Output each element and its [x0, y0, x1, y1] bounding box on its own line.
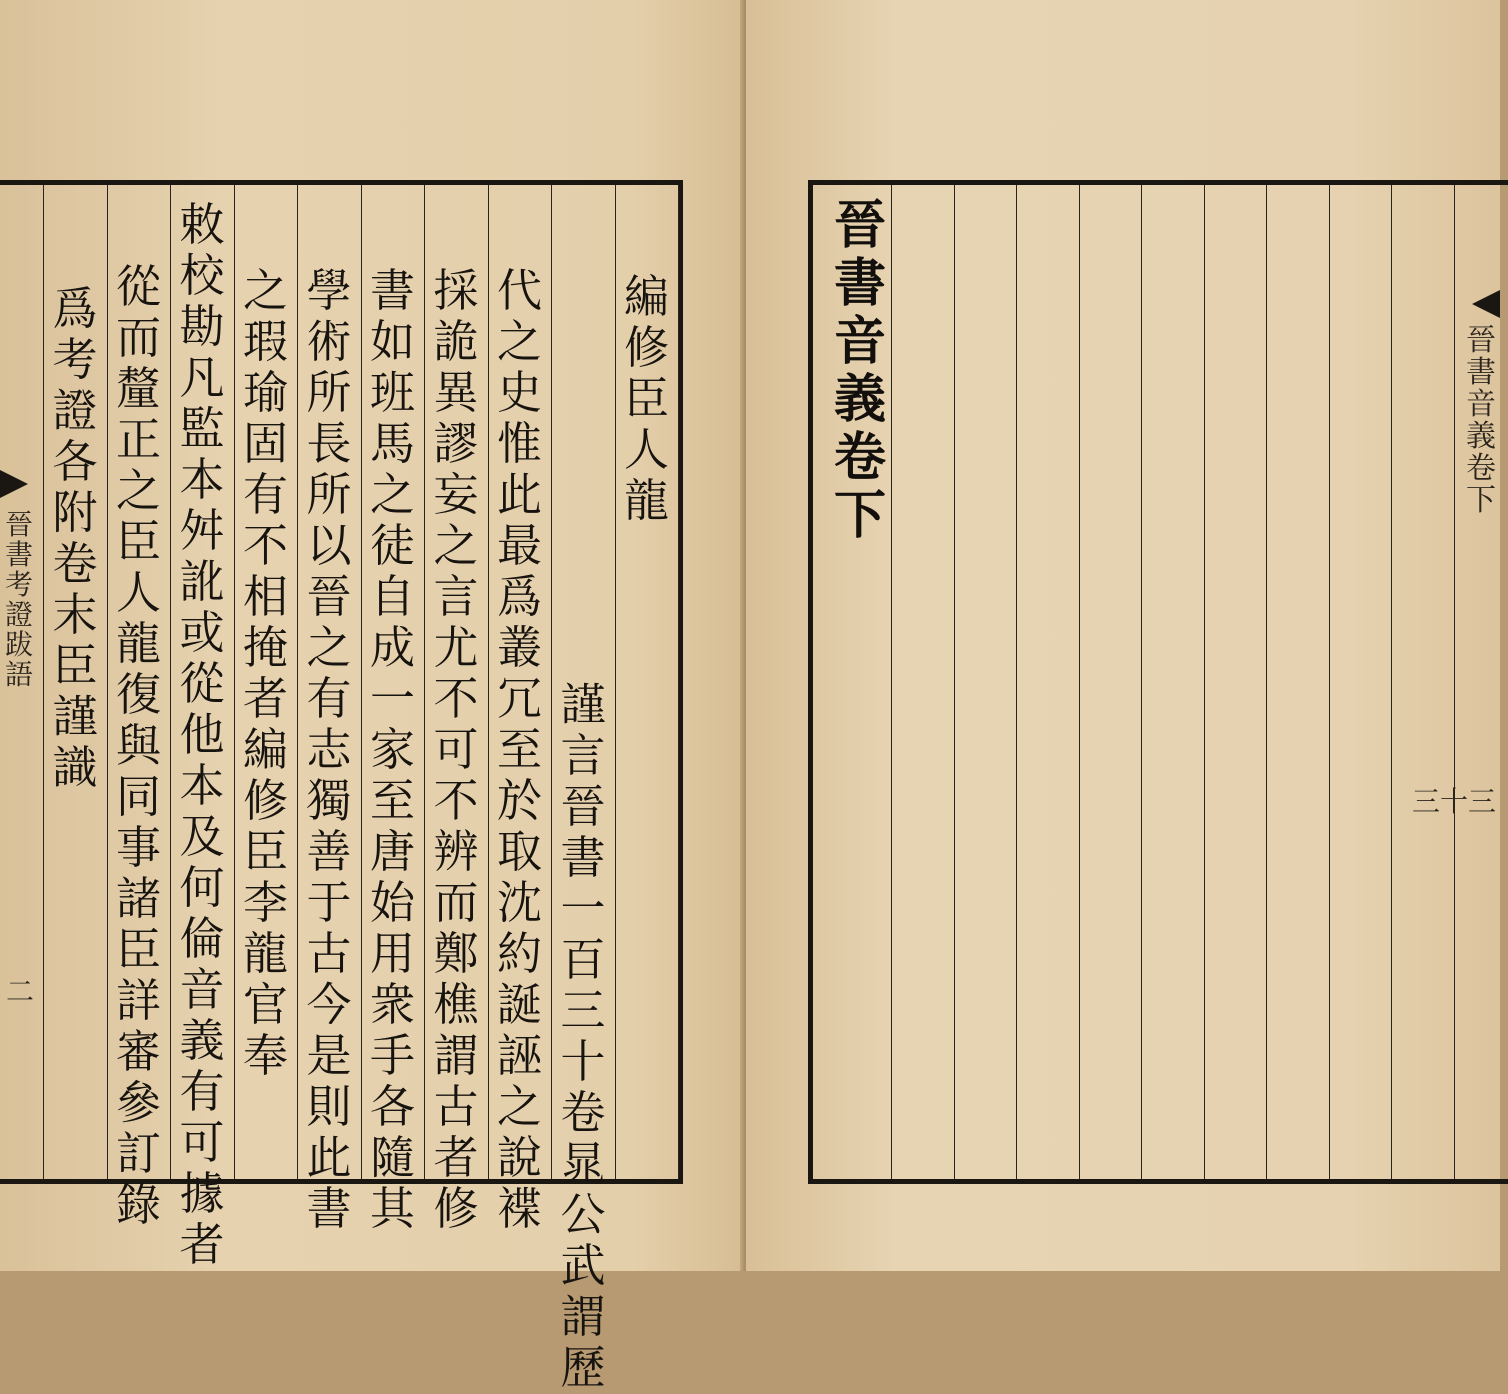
text-glyph: 敕	[179, 198, 225, 251]
text-glyph: 與	[115, 719, 161, 772]
text-glyph: 之	[433, 519, 479, 572]
text-glyph: 晁	[560, 1137, 606, 1190]
margin-glyph: 語	[4, 658, 33, 691]
column-rule	[1079, 185, 1080, 1179]
text-glyph: 人	[623, 423, 669, 476]
text-glyph: 同	[115, 770, 161, 823]
text-glyph: 褋	[496, 1182, 542, 1235]
text-glyph: 最	[496, 519, 542, 572]
column-rule	[615, 185, 616, 1179]
margin-glyph: 晉	[833, 195, 886, 256]
margin-glyph: 跋	[4, 628, 33, 661]
text-glyph: 至	[369, 774, 415, 827]
text-glyph: 編	[623, 270, 669, 323]
text-glyph: 人	[115, 566, 161, 619]
text-glyph: 卷	[560, 1086, 606, 1139]
text-glyph: 鄭	[433, 927, 479, 980]
text-glyph: 掩	[242, 621, 288, 674]
text-glyph: 之	[306, 621, 352, 674]
text-glyph: 至	[496, 723, 542, 776]
margin-glyph: 卷	[833, 427, 886, 488]
left-text-frame	[0, 180, 683, 1394]
column-rule	[361, 185, 362, 1179]
text-glyph: 何	[179, 861, 225, 914]
text-glyph: 音	[179, 963, 225, 1016]
text-glyph: 今	[306, 978, 352, 1031]
margin-glyph: 證	[4, 598, 33, 631]
text-glyph: 附	[52, 486, 98, 539]
text-glyph: 辨	[433, 825, 479, 878]
text-glyph: 于	[306, 876, 352, 929]
text-glyph: 爲	[496, 570, 542, 623]
text-glyph: 約	[496, 927, 542, 980]
column-rule	[107, 185, 108, 1179]
text-glyph: 從	[179, 657, 225, 710]
text-glyph: 所	[306, 468, 352, 521]
text-glyph: 始	[369, 876, 415, 929]
text-glyph: 相	[242, 570, 288, 623]
text-glyph: 本	[179, 453, 225, 506]
text-glyph: 則	[306, 1080, 352, 1133]
text-glyph: 誕	[496, 978, 542, 1031]
text-glyph: 修	[433, 1182, 479, 1235]
text-glyph: 本	[179, 759, 225, 812]
text-glyph: 或	[179, 606, 225, 659]
text-glyph: 叢	[496, 621, 542, 674]
margin-glyph: 晉	[4, 508, 33, 541]
text-glyph: 之	[369, 468, 415, 521]
text-glyph: 十	[560, 1035, 606, 1088]
text-glyph: 各	[52, 435, 98, 488]
text-glyph: 訂	[115, 1127, 161, 1180]
text-column	[301, 265, 357, 1234]
column-rule	[234, 185, 235, 1179]
left-leaf	[0, 0, 744, 1394]
text-glyph: 龍	[115, 617, 161, 670]
text-glyph: 歷	[560, 1341, 606, 1394]
text-glyph: 可	[433, 723, 479, 776]
text-glyph: 李	[242, 876, 288, 929]
text-glyph: 言	[433, 570, 479, 623]
margin-glyph: 書	[4, 538, 33, 571]
text-glyph: 獨	[306, 774, 352, 827]
text-glyph: 徒	[369, 519, 415, 572]
text-glyph: 衆	[369, 978, 415, 1031]
right-leaf	[746, 0, 1500, 1271]
text-glyph: 之	[496, 315, 542, 368]
text-column	[174, 199, 230, 1270]
margin-glyph: 下	[833, 485, 886, 546]
margin-glyph: 音	[1466, 387, 1496, 422]
text-glyph: 唐	[369, 825, 415, 878]
text-glyph: 者	[179, 1218, 225, 1271]
text-glyph: 之	[496, 1080, 542, 1133]
text-glyph: 審	[115, 1025, 161, 1078]
text-glyph: 成	[369, 621, 415, 674]
text-glyph: 晉	[560, 780, 606, 833]
margin-glyph: 下	[1466, 483, 1496, 518]
text-glyph: 臣	[52, 639, 98, 692]
column-rule	[954, 185, 955, 1179]
margin-glyph: 書	[1466, 355, 1496, 390]
text-glyph: 考	[52, 333, 98, 386]
text-column	[238, 265, 294, 1081]
margin-glyph: 晉	[1466, 323, 1496, 358]
text-glyph: 術	[306, 315, 352, 368]
text-glyph: 不	[433, 774, 479, 827]
margin-glyph: 義	[833, 369, 886, 430]
text-glyph: 如	[369, 315, 415, 368]
text-glyph: 所	[306, 366, 352, 419]
text-glyph: 馬	[369, 417, 415, 470]
text-column	[111, 261, 167, 1230]
text-glyph: 晉	[306, 570, 352, 623]
margin-glyph: 音	[833, 311, 886, 372]
column-rule	[297, 185, 298, 1179]
text-glyph: 臣	[115, 515, 161, 568]
text-glyph: 取	[496, 825, 542, 878]
text-glyph: 復	[115, 668, 161, 721]
text-glyph: 證	[52, 384, 98, 437]
text-glyph: 言	[560, 729, 606, 782]
right-text-frame	[808, 180, 1508, 1184]
text-glyph: 古	[433, 1080, 479, 1133]
text-glyph: 監	[179, 402, 225, 455]
text-glyph: 臣	[242, 825, 288, 878]
left-page-number: 二	[6, 975, 35, 1008]
text-glyph: 班	[369, 366, 415, 419]
text-glyph: 有	[179, 1065, 225, 1118]
text-glyph: 史	[496, 366, 542, 419]
text-glyph: 從	[115, 260, 161, 313]
text-glyph: 以	[306, 519, 352, 572]
text-glyph: 臣	[115, 923, 161, 976]
text-glyph: 誣	[496, 1029, 542, 1082]
text-glyph: 古	[306, 927, 352, 980]
text-glyph: 謬	[433, 417, 479, 470]
text-glyph: 一	[369, 672, 415, 725]
text-glyph: 此	[306, 1131, 352, 1184]
text-glyph: 修	[623, 321, 669, 374]
text-glyph: 長	[306, 417, 352, 470]
column-rule	[1016, 185, 1017, 1179]
text-glyph: 謹	[560, 678, 606, 731]
text-glyph: 及	[179, 810, 225, 863]
text-glyph: 其	[369, 1182, 415, 1235]
text-glyph: 瑕	[242, 315, 288, 368]
margin-glyph: 書	[833, 253, 886, 314]
text-glyph: 公	[560, 1188, 606, 1241]
column-rule	[1141, 185, 1142, 1179]
text-glyph: 參	[115, 1076, 161, 1129]
text-glyph: 武	[560, 1239, 606, 1292]
column-rule	[1266, 185, 1267, 1179]
text-glyph: 手	[369, 1029, 415, 1082]
text-glyph: 百	[560, 933, 606, 986]
text-glyph: 官	[242, 978, 288, 1031]
text-glyph: 識	[52, 741, 98, 794]
text-glyph: 有	[242, 468, 288, 521]
text-glyph: 龍	[623, 474, 669, 527]
margin-glyph: 卷	[1466, 451, 1496, 486]
text-glyph: 正	[115, 413, 161, 466]
text-glyph: 卷	[52, 537, 98, 590]
text-glyph: 固	[242, 417, 288, 470]
text-glyph: 不	[242, 519, 288, 572]
text-glyph: 而	[433, 876, 479, 929]
text-glyph: 各	[369, 1080, 415, 1133]
text-glyph: 志	[306, 723, 352, 776]
right-margin-title	[1464, 325, 1498, 517]
text-glyph: 臣	[623, 372, 669, 425]
text-glyph: 瑜	[242, 366, 288, 419]
text-glyph: 可	[179, 1116, 225, 1169]
text-glyph: 校	[179, 249, 225, 302]
column-rule	[891, 185, 892, 1179]
text-glyph: 錄	[115, 1178, 161, 1231]
column-rule	[424, 185, 425, 1179]
column-rule	[488, 185, 489, 1179]
text-column	[47, 283, 103, 793]
text-glyph: 隨	[369, 1131, 415, 1184]
text-glyph: 龍	[242, 927, 288, 980]
text-glyph: 者	[242, 672, 288, 725]
text-glyph: 事	[115, 821, 161, 874]
text-glyph: 一	[560, 882, 606, 935]
text-glyph: 有	[306, 672, 352, 725]
text-glyph: 據	[179, 1167, 225, 1220]
text-glyph: 他	[179, 708, 225, 761]
text-glyph: 是	[306, 1029, 352, 1082]
text-glyph: 詳	[115, 974, 161, 1027]
text-glyph: 沈	[496, 876, 542, 929]
column-rule	[1204, 185, 1205, 1179]
text-glyph: 妄	[433, 468, 479, 521]
column-rule	[170, 185, 171, 1179]
text-glyph: 異	[433, 366, 479, 419]
column-rule	[551, 185, 552, 1179]
text-glyph: 諸	[115, 872, 161, 925]
text-glyph: 之	[115, 464, 161, 517]
text-column	[428, 265, 484, 1234]
text-glyph: 家	[369, 723, 415, 776]
text-glyph: 修	[242, 774, 288, 827]
text-column	[365, 265, 421, 1234]
volume-title	[829, 197, 891, 545]
text-glyph: 書	[306, 1182, 352, 1235]
text-glyph: 奉	[242, 1029, 288, 1082]
text-glyph: 之	[242, 264, 288, 317]
column-rule	[43, 185, 44, 1179]
text-glyph: 於	[496, 774, 542, 827]
text-glyph: 義	[179, 1014, 225, 1067]
text-glyph: 說	[496, 1131, 542, 1184]
text-glyph: 自	[369, 570, 415, 623]
text-glyph: 訛	[179, 555, 225, 608]
text-glyph: 者	[433, 1131, 479, 1184]
text-glyph: 詭	[433, 315, 479, 368]
text-glyph: 而	[115, 311, 161, 364]
text-glyph: 代	[496, 264, 542, 317]
text-glyph: 此	[496, 468, 542, 521]
text-glyph: 三	[560, 984, 606, 1037]
text-glyph: 爲	[52, 282, 98, 335]
margin-glyph: 義	[1466, 419, 1496, 454]
fishtail-mark-icon	[1472, 290, 1500, 318]
text-glyph: 勘	[179, 300, 225, 353]
text-glyph: 學	[306, 264, 352, 317]
margin-glyph: 考	[4, 568, 33, 601]
text-glyph: 樵	[433, 978, 479, 1031]
text-glyph: 善	[306, 825, 352, 878]
text-glyph: 編	[242, 723, 288, 776]
text-glyph: 謂	[560, 1290, 606, 1343]
text-glyph: 書	[560, 831, 606, 884]
text-glyph: 採	[433, 264, 479, 317]
text-glyph: 尤	[433, 621, 479, 674]
column-rule	[1329, 185, 1330, 1179]
column-rule	[1391, 185, 1392, 1179]
text-column	[619, 271, 675, 526]
text-glyph: 冗	[496, 672, 542, 725]
text-glyph: 倫	[179, 912, 225, 965]
column-rule	[1454, 185, 1455, 1179]
right-page-number: 三十三	[1411, 785, 1496, 818]
text-glyph: 舛	[179, 504, 225, 557]
text-glyph: 謂	[433, 1029, 479, 1082]
text-glyph: 末	[52, 588, 98, 641]
text-glyph: 不	[433, 672, 479, 725]
text-glyph: 用	[369, 927, 415, 980]
text-glyph: 謹	[52, 690, 98, 743]
text-glyph: 惟	[496, 417, 542, 470]
text-glyph: 書	[369, 264, 415, 317]
text-glyph: 凡	[179, 351, 225, 404]
text-column	[492, 265, 548, 1234]
column-rule	[678, 185, 679, 1179]
text-column	[555, 679, 611, 1393]
text-glyph: 釐	[115, 362, 161, 415]
